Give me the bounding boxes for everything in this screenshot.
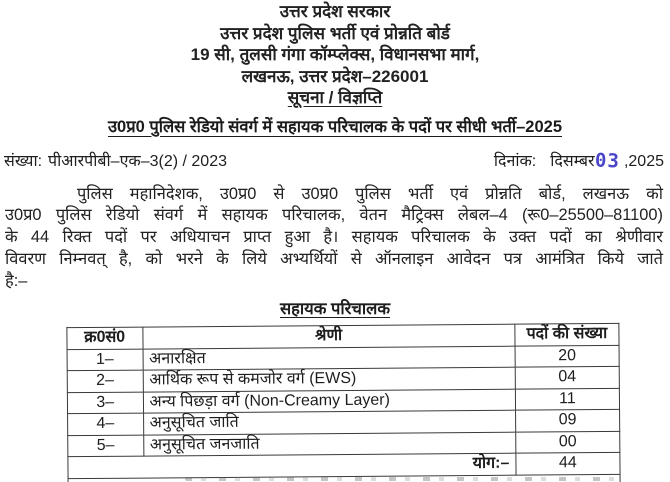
col-header-serial: क्र0सं0: [67, 328, 143, 350]
notice-type-heading: सूचना / विज्ञप्ति: [287, 88, 383, 107]
date-year: ,2025: [623, 152, 664, 170]
cell-category: अनुसूचित जाति: [143, 411, 516, 435]
address-line-2: लखनऊ, उत्तर प्रदेश–226001: [241, 66, 429, 86]
cell-posts: 20: [515, 345, 619, 367]
scan-artifact-bottom: [185, 477, 615, 481]
paragraph-line: के 44 रिक्त पदों पर अधियाचन प्राप्त हुआ है। सहायक परिचालक के उक्त पदों का श्रेणीवार: [5, 228, 663, 247]
total-value-cell: 44: [516, 453, 620, 475]
cell-category: आर्थिक रूप से कमजोर वर्ग (EWS): [143, 368, 516, 392]
cell-serial: 2–: [67, 371, 143, 393]
paragraph-line: है:–: [5, 271, 28, 290]
board-name: उत्तर प्रदेश पुलिस भर्ती एवं प्रोन्नति बोर्ड: [220, 23, 450, 43]
reference-number-value: पीआरपीबी–एक–3(2) / 2023: [48, 152, 228, 170]
body-paragraph: [0, 184, 670, 293]
cell-serial: 3–: [67, 392, 143, 414]
cell-serial: 1–: [67, 349, 143, 371]
government-name: उत्तर प्रदेश सरकार: [279, 2, 391, 21]
paragraph-line: पुलिस महानिदेशक, उ0प्र0 से उ0प्र0 पुलिस भर्ती एवं प्रोन्नति बोर्ड, लखनऊ को: [77, 184, 663, 203]
cell-serial: 5–: [68, 435, 144, 457]
date-month: दिसम्बर: [550, 152, 595, 170]
cell-category: अनारक्षित: [143, 346, 516, 370]
vacancy-table-wrapper: [66, 323, 620, 482]
reference-number-label: संख्या:: [4, 152, 43, 170]
letterhead: [0, 0, 670, 109]
cell-posts: 09: [515, 410, 619, 432]
cell-posts: 00: [516, 431, 620, 453]
doc-title: [0, 114, 670, 137]
cell-category: अनुसूचित जनजाति: [143, 432, 516, 456]
total-label-cell: योग:–: [68, 454, 516, 479]
date-day-handwritten: 03: [594, 149, 620, 172]
paragraph-line: उ0प्र0 पुलिस रेडियो संवर्ग में सहायक परिचालक, वेतन मैट्रिक्स लेबल–4 (रू0–25500–81100): [5, 206, 663, 225]
reference-row: [0, 149, 670, 171]
paragraph-line: विवरण निम्नवत् है, को भरने के लिये अभ्यर्थियों से ऑनलाइन आवेदन पत्र आमंत्रित किये जाते: [5, 249, 663, 268]
date-label: दिनांक:: [493, 152, 537, 170]
col-header-posts: पदों की संख्या: [515, 324, 619, 346]
cell-posts: 04: [515, 367, 619, 389]
vacancy-table: [66, 323, 620, 482]
cell-posts: 11: [515, 388, 619, 410]
table-caption-text: सहायक परिचालक: [279, 300, 391, 319]
table-caption: [0, 296, 670, 319]
reference-date: [494, 149, 664, 171]
cell-serial: 4–: [68, 414, 144, 436]
cell-category: अन्य पिछड़ा वर्ग (Non-Creamy Layer): [143, 389, 516, 413]
doc-title-text: उ0प्र0 पुलिस रेडियो संवर्ग में सहायक परिचालक के पदों पर सीधी भर्ती–2025: [107, 117, 563, 136]
reference-number: [4, 149, 227, 171]
address-line-1: 19 सी, तुलसी गंगा कॉम्प्लेक्स, विधानसभा मार्ग,: [190, 45, 480, 64]
col-header-category: श्रेणी: [142, 325, 515, 349]
